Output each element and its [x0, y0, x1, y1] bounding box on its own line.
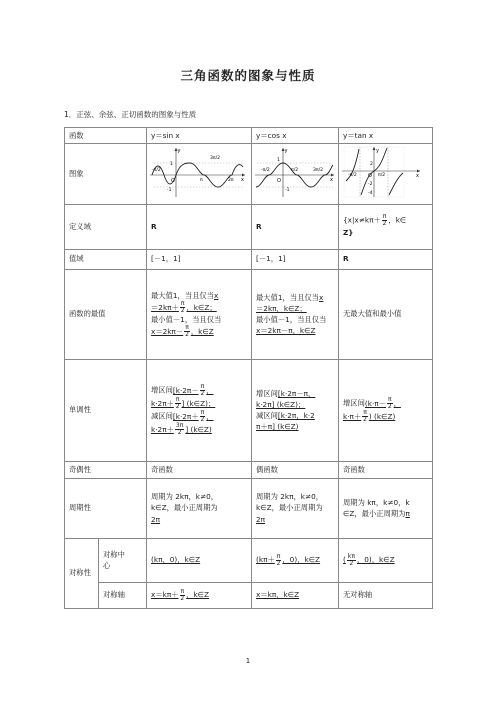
cos-mono-l3-pre: 减区间 — [256, 411, 278, 421]
tan-center — [339, 538, 433, 582]
tan-tick-pi-2: π/2 — [378, 173, 386, 179]
center-label-2: 心 — [103, 561, 111, 571]
cos-monotone — [252, 359, 339, 461]
symmetry-axis-row — [65, 582, 433, 608]
sin-y-label: y — [177, 148, 181, 155]
frac-num: π — [387, 396, 392, 404]
tan-x-label: x — [416, 173, 419, 180]
cos-center — [252, 538, 339, 582]
sin-ext-l2-frac — [180, 301, 186, 314]
sin-mono-l3-post: ， — [206, 411, 214, 421]
sin-mono-l1-mid: [k·2π－ — [172, 385, 199, 395]
axis-label: 对称轴 — [99, 582, 147, 608]
frac-den: 2 — [185, 331, 189, 339]
cos-tick-neg-pi-2: -π/2 — [261, 168, 270, 174]
tan-center-ul — [343, 552, 395, 567]
cos-ext-line4: x＝2kπ－π，k∈Z — [256, 326, 316, 336]
sin-tick-2pi: 2π — [228, 178, 234, 184]
cos-tick-one: 1 — [277, 158, 280, 164]
sin-x-label: x — [241, 177, 244, 184]
sin-origin-label: O — [171, 178, 175, 185]
sin-tick-one: 1 — [170, 162, 173, 168]
parity-label: 奇偶性 — [65, 461, 147, 478]
sin-mono-l2-frac — [175, 397, 181, 410]
header-function: 函数 — [65, 128, 147, 144]
frac-den: 2 — [180, 594, 185, 602]
cos-ext-x: x — [319, 292, 324, 302]
cos-center-post: ，0)，k∈Z — [282, 555, 321, 565]
tan-mono-l2-frac — [362, 410, 368, 423]
sin-axis-ul — [151, 587, 210, 602]
sin-tick-3pi-2: 3π/2 — [210, 156, 220, 162]
cos-mono-l2: k·2π] (k∈Z)； — [256, 399, 306, 409]
frac-num: π — [175, 396, 180, 404]
tan-center-pre: ( — [343, 555, 346, 565]
sin-axis-post: ，k∈Z — [186, 590, 210, 600]
cos-origin-label: O — [277, 178, 281, 185]
tan-mono-l1-pre: 增区间 — [343, 398, 365, 408]
period-row — [65, 478, 433, 538]
sin-mono-l1-pre: 增区间 — [151, 385, 173, 395]
domain-label: 定义域 — [65, 204, 147, 249]
cos-y-label: y — [284, 148, 288, 155]
tan-mono-l1-frac — [387, 397, 393, 410]
sin-mono-l4-pre: k·2π＋ — [151, 424, 174, 434]
cos-tick-pi-2: π/2 — [291, 168, 299, 174]
monotone-row — [65, 359, 433, 461]
frac-den: 2 — [387, 403, 392, 411]
sin-mono-l3-ul — [172, 409, 214, 424]
sin-mono-l1-frac — [200, 384, 206, 397]
tan-y-label: y — [376, 148, 379, 155]
tan-mono-l2-ul — [343, 409, 396, 424]
sin-ext-l4-pre: x＝2kπ－ — [151, 326, 184, 336]
cos-ext-line2: ＝2kπ，k∈Z； — [256, 303, 307, 313]
trig-properties-table-body — [64, 127, 433, 609]
frac-num: π — [363, 409, 367, 417]
frac-den: 2 — [200, 416, 205, 424]
sin-mono-l1-post: ， — [206, 385, 214, 395]
page-title: 三角函数的图象与性质 — [180, 68, 316, 83]
sin-ext-x: x — [214, 290, 219, 300]
cos-center-pre: (kπ＋ — [256, 555, 275, 565]
frac-num: π — [200, 383, 205, 391]
frac-num: π — [180, 587, 185, 595]
parity-row — [65, 461, 433, 478]
frac-num: 3π — [175, 422, 184, 430]
sin-mono-l4-post: ] (k∈Z) — [185, 424, 212, 434]
symmetry-center-row — [65, 538, 433, 582]
cos-period — [252, 478, 339, 538]
tan-mono-l1-ul — [364, 396, 401, 411]
tan-period-l2-pre: ∈Z，最小正周期为 — [343, 509, 406, 519]
frac-num: π — [382, 213, 387, 221]
extrema-label: 函数的最值 — [65, 269, 147, 359]
sin-center: (kπ，0)，k∈Z — [147, 538, 252, 582]
frac-den: 2 — [175, 403, 180, 411]
tan-center-post: ，0)，k∈Z — [356, 555, 395, 565]
header-sin: y＝sin x — [147, 128, 252, 144]
sin-axis-frac — [180, 589, 186, 602]
sin-mono-l4-ul — [151, 422, 212, 437]
tan-tick-neg-four: -4 — [368, 191, 373, 197]
cos-center-ul — [256, 552, 321, 567]
sin-period-l1: 周期为 2kπ，k≠0， — [151, 492, 219, 502]
sin-mono-l3-mid: [k·2π＋ — [172, 411, 199, 421]
header-row — [65, 128, 433, 144]
sin-axis — [147, 582, 252, 608]
tan-period-l1: 周期为 kπ，k≠0，k — [343, 497, 410, 507]
cos-tick-3pi-2: 3π/2 — [313, 168, 323, 174]
frac-num: π — [200, 409, 205, 417]
period-label: 周期性 — [65, 478, 147, 538]
tan-tick-neg-two: -2 — [368, 182, 373, 188]
frac-num: π — [185, 324, 189, 332]
tan-center-frac — [347, 554, 356, 567]
frac-den: 2 — [177, 429, 182, 437]
section-subtitle: 1．正弦、余弦、正切函数的图象与性质 — [64, 110, 197, 119]
sin-axis-pre: x＝kπ＋ — [151, 590, 179, 600]
frac-den: 2 — [349, 559, 354, 567]
tan-tick-neg-pi-2: -π/2 — [348, 173, 357, 179]
cos-axis: x＝kπ，k∈Z — [252, 582, 339, 608]
tan-mono-l1-post: ， — [393, 398, 401, 408]
domain-row — [65, 204, 433, 249]
center-label-1: 对称中 — [103, 549, 125, 559]
sin-period-l3: 2π — [151, 514, 161, 524]
sin-extrema — [147, 269, 252, 359]
tan-range: R — [339, 249, 433, 269]
sin-period — [147, 478, 252, 538]
sin-monotone — [147, 359, 252, 461]
symmetry-label: 对称性 — [65, 538, 99, 608]
cos-mono-l1-mid: [k·2π－π， — [277, 388, 316, 398]
sin-parity: 奇函数 — [147, 461, 252, 478]
sin-ext-line2 — [151, 300, 217, 315]
sin-ext-line3: 最小值－1，当且仅当 — [151, 315, 222, 325]
sin-mono-l4-frac — [175, 423, 184, 436]
page-number: 1 — [245, 657, 251, 665]
tan-domain — [339, 204, 433, 249]
tan-parity: 奇函数 — [339, 461, 433, 478]
cos-graph-cell — [252, 144, 339, 204]
cos-domain: R — [252, 204, 339, 249]
center-label — [99, 538, 147, 582]
cos-period-l3: 2π — [256, 514, 266, 524]
monotone-label: 单调性 — [65, 359, 147, 461]
graph-row-label: 图象 — [65, 144, 147, 204]
sin-ext-l2-pre: ＝2kπ＋ — [151, 302, 179, 312]
cos-parity: 偶函数 — [252, 461, 339, 478]
header-cos: y＝cos x — [252, 128, 339, 144]
tan-axis: 无对称轴 — [339, 582, 433, 608]
frac-den: 2 — [180, 307, 185, 315]
tan-mono-l1-mid: (k·π－ — [364, 398, 386, 408]
cos-graph — [253, 145, 337, 199]
cos-period-l2: k∈Z，最小正周期为 — [256, 503, 323, 513]
frac-num: kπ — [347, 552, 355, 560]
sin-mono-l3-pre: 减区间 — [151, 411, 173, 421]
sin-graph-cell — [147, 144, 252, 204]
tan-origin-label: O — [368, 173, 372, 180]
cos-mono-l4: π＋π] (k∈Z) — [256, 422, 299, 432]
sin-ext-line1: 最大值1，当且仅当 — [151, 290, 215, 300]
frac-den: 2 — [200, 390, 205, 398]
cos-extrema — [252, 269, 339, 359]
sin-mono-l1-ul — [172, 383, 214, 398]
extrema-row — [65, 269, 433, 359]
sin-range: [－1，1] — [147, 249, 252, 269]
sin-tick-pi: π — [200, 178, 203, 184]
frac-den: 2 — [276, 559, 281, 567]
tan-mono-l2-post: ) (k∈Z) — [368, 411, 396, 421]
tan-tick-two: 2 — [370, 162, 373, 168]
tan-period-l2-ul: π — [405, 509, 410, 519]
range-label: 值域 — [65, 249, 147, 269]
tan-graph — [340, 145, 430, 199]
tan-domain-frac — [382, 214, 388, 227]
sin-mono-l2-pre: k·2π＋ — [151, 398, 174, 408]
frac-den: 2 — [382, 220, 387, 228]
header-tan: y＝tan x — [339, 128, 433, 144]
sin-period-l2: k∈Z，最小正周期为 — [151, 503, 218, 513]
frac-den: 2 — [363, 416, 367, 424]
tan-domain-pre: {x|x≠kπ＋ — [343, 215, 381, 225]
tan-domain-end: Z} — [343, 228, 354, 238]
sin-ext-l4-post: ，k∈Z — [190, 326, 214, 336]
tan-graph-cell — [339, 144, 433, 204]
tan-extrema: 无最大值和最小值 — [339, 269, 433, 359]
sin-mono-l2-ul — [151, 396, 216, 411]
cos-ext-line1: 最大值1，当且仅当 — [256, 292, 320, 302]
sin-ext-l2-post: ，k∈Z； — [186, 302, 217, 312]
cos-mono-l3-mid: [k·2π，k·2 — [277, 411, 315, 421]
cos-range: [－1，1] — [252, 249, 339, 269]
sin-mono-l2-post: ] (k∈Z)； — [181, 398, 216, 408]
tan-mono-l2-pre: k·π＋ — [343, 411, 362, 421]
sin-mono-l3-frac — [200, 410, 206, 423]
cos-mono-l1-pre: 增区间 — [256, 388, 278, 398]
tan-domain-post: ，k∈ — [388, 215, 407, 225]
sin-tick-neg-pi-2: -π/2 — [152, 168, 161, 174]
frac-num: π — [276, 552, 281, 560]
sin-graph — [148, 145, 248, 199]
frac-num: π — [180, 300, 185, 308]
range-row — [65, 249, 433, 269]
tan-period — [339, 478, 433, 538]
tan-monotone — [339, 359, 433, 461]
sin-ext-l4-frac — [184, 325, 190, 338]
cos-ext-line3: 最小值－1，当且仅当 — [256, 315, 327, 325]
cos-period-l1: 周期为 2kπ，k≠0， — [256, 492, 324, 502]
graph-row — [65, 144, 433, 204]
cos-tick-neg-one: -1 — [285, 188, 290, 194]
cos-center-frac — [276, 554, 282, 567]
cos-x-label: x — [330, 177, 333, 184]
sin-tick-neg-one: -1 — [167, 188, 172, 194]
sin-ext-line4 — [151, 324, 214, 339]
sin-domain: R — [147, 204, 252, 249]
